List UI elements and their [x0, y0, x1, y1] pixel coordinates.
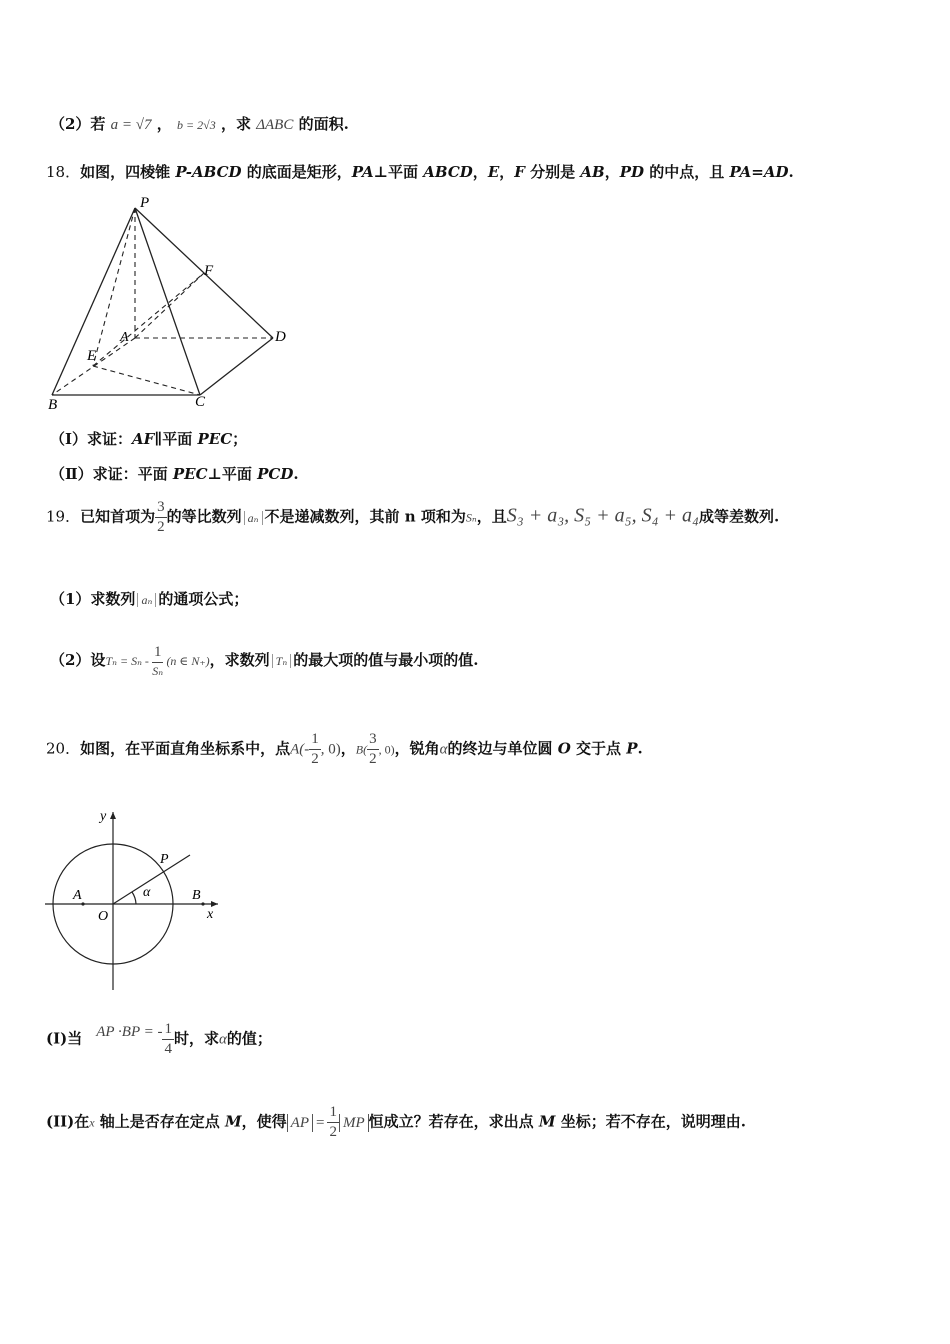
q20-part2-eq: =	[315, 1114, 325, 1131]
q20-point-b-den: 2	[369, 751, 377, 767]
q20-part2	[46, 1105, 746, 1140]
segment-af	[135, 273, 204, 338]
q20-text: 的终边与单位圆	[447, 739, 558, 758]
edge-cd	[200, 338, 273, 395]
q18-text: .	[788, 163, 794, 181]
q20-point-b-frac	[367, 732, 379, 767]
label-a: A	[73, 888, 82, 903]
label-d: D	[275, 329, 286, 345]
q20-part2-den: 2	[329, 1124, 337, 1140]
q19-stem	[46, 500, 779, 535]
q19-n: n	[404, 507, 416, 526]
edge-pc	[135, 208, 200, 395]
terminal-side	[113, 855, 190, 904]
q20-point-a-den: 2	[311, 751, 319, 767]
q19-part2-seq: Tₙ	[272, 654, 292, 668]
q20-part2-frac	[327, 1105, 339, 1140]
q18-ab: AB	[580, 163, 605, 181]
q18-part1-af: AF	[132, 430, 155, 448]
q18-part2-label: （Ⅱ）求证：平面	[50, 465, 173, 483]
q19-text: 项和为	[415, 507, 466, 526]
q18-f: F	[514, 163, 525, 181]
segment-ef	[93, 273, 204, 366]
q18-part1-end: ；	[232, 430, 248, 448]
label-f: F	[204, 263, 214, 279]
q20-part2-text: 坐标；若不存在，说明理由.	[555, 1112, 746, 1131]
q19-part1-seq: aₙ	[137, 593, 156, 607]
q18-part1-label: （Ⅰ）求证：	[50, 430, 133, 448]
q18-part1	[50, 430, 247, 448]
q18-pyramid: P-ABCD	[175, 163, 242, 181]
q20-part2-text: 在	[74, 1112, 90, 1131]
q20-text: 如图，在平面直角坐标系中，点	[80, 739, 291, 758]
q20-part1-den: 4	[164, 1041, 172, 1057]
q18-text: ，	[499, 163, 515, 181]
q19-part1-label: （1）求数列	[50, 590, 136, 608]
q18-part2	[50, 465, 299, 483]
q19-first-den: 2	[157, 519, 165, 535]
q19-sn: Sₙ	[465, 510, 477, 525]
q19-part1-tail: 的通项公式；	[158, 590, 249, 608]
q19-expr: S₃ + a₃, S₅ + a₅, S₄ + a₄	[506, 504, 699, 527]
q20-part2-label: (II)	[46, 1112, 75, 1131]
q19-text: 已知首项为	[80, 507, 156, 526]
q19-text: 的等比数列	[166, 507, 242, 526]
q18-condition: PA=AD	[729, 163, 789, 181]
q19-tn-frac	[152, 645, 164, 677]
segment-ec	[93, 366, 200, 395]
q20-part1	[46, 1022, 272, 1057]
q17-b-expr: b = 2√3	[177, 118, 216, 132]
q19-tn-den: Sₙ	[152, 664, 164, 678]
q19-tn-domain: (n ∈ N₊)	[166, 654, 210, 668]
q18-base: ABCD	[423, 163, 473, 181]
point-b	[201, 902, 204, 905]
q20-part1-label: (I)	[46, 1029, 68, 1048]
q20-alpha: α	[439, 741, 448, 758]
q19-tn-lhs: Tₙ = Sₙ -	[105, 654, 149, 668]
angle-arc	[132, 892, 136, 904]
q20-part1-when: 当	[67, 1029, 83, 1048]
q18-text: 的底面是矩形，	[241, 163, 352, 181]
q20-part2-ap: AP	[287, 1114, 313, 1132]
q18-part1-mid: ∥平面	[154, 430, 198, 448]
q19-seq: aₙ	[244, 511, 263, 525]
q17-part2	[50, 115, 349, 134]
q20-part1-tail2: 的值；	[226, 1029, 272, 1048]
label-o: O	[98, 909, 109, 924]
q20-part1-alpha: α	[218, 1031, 227, 1048]
q18-stem	[46, 163, 794, 181]
q18-pyramid-figure	[40, 188, 300, 413]
q20-part2-x: x	[89, 1115, 95, 1130]
q18-e: E	[487, 163, 500, 181]
q20-text: ，锐角	[394, 739, 440, 758]
q19-text: 成等差数列.	[698, 507, 780, 526]
q18-text: ，	[472, 163, 488, 181]
label-c: C	[195, 394, 206, 410]
label-y: y	[100, 809, 107, 824]
q17-tail: 的面积.	[298, 115, 349, 133]
q20-p: P	[626, 739, 638, 758]
label-b: B	[192, 888, 201, 903]
q18-part2-plane1: PEC	[172, 465, 208, 483]
q20-o: O	[557, 739, 571, 758]
q18-part2-plane2: PCD	[257, 465, 294, 483]
q20-part2-text: 轴上是否存在定点	[94, 1112, 226, 1131]
label-a: A	[120, 330, 129, 345]
q19-part1	[50, 590, 248, 608]
q20-part2-text: ，使得	[241, 1112, 287, 1131]
q20-text: 交于点	[570, 739, 627, 758]
q20-point-b-post: , 0)	[378, 742, 395, 757]
q20-part1-expr: AP ·BP = -	[96, 1023, 163, 1040]
q18-pa: PA	[351, 163, 374, 181]
q20-point-b-num: 3	[367, 732, 379, 750]
point-a	[81, 902, 84, 905]
q17-part2-label: （2）若	[50, 115, 106, 133]
q20-point-a-num: 1	[309, 732, 321, 750]
label-p: P	[160, 852, 169, 867]
q20-unit-circle-figure	[40, 800, 230, 1000]
q20-point-a-post: , 0)	[320, 741, 341, 758]
q20-part2-m2: M	[538, 1112, 556, 1131]
q18-text: 如图，四棱锥	[80, 163, 176, 181]
label-x: x	[207, 907, 214, 922]
q18-text: ，	[604, 163, 620, 181]
label-b: B	[48, 397, 58, 413]
q19-first-num: 3	[155, 500, 167, 518]
q19-part2	[50, 645, 478, 677]
label-e: E	[87, 348, 97, 364]
q19-part2-tail: 的最大项的值与最小项的值.	[293, 651, 479, 669]
q20-part2-num: 1	[327, 1105, 339, 1123]
q20-comma: ，	[340, 739, 356, 758]
q19-text: ，且	[476, 507, 507, 526]
q19-number: 19．	[46, 507, 81, 526]
q17-sep: ，	[156, 115, 172, 133]
q18-text: ⊥平面	[373, 163, 424, 181]
q17-ask: ，求	[220, 115, 251, 133]
y-axis-arrow	[110, 812, 116, 819]
q18-part1-plane: PEC	[197, 430, 233, 448]
q18-pd: PD	[619, 163, 645, 181]
q18-text: 分别是	[524, 163, 581, 181]
q18-part2-mid: ⊥平面	[207, 465, 258, 483]
q20-point-a-pre: A(-	[290, 741, 310, 758]
q19-part2-label: （2）设	[50, 651, 106, 669]
q20-number: 20．	[46, 739, 81, 758]
label-alpha: α	[143, 885, 151, 900]
q20-point-a-frac	[309, 732, 321, 767]
q20-text: .	[637, 739, 643, 758]
q20-part1-frac	[162, 1022, 174, 1057]
q20-point-b-pre: B(	[355, 742, 368, 757]
q20-part2-m: M	[225, 1112, 242, 1131]
q20-stem	[46, 732, 643, 767]
q18-number: 18．	[46, 163, 81, 181]
q19-tn-num: 1	[152, 645, 164, 663]
q20-part1-num: 1	[162, 1022, 174, 1040]
edge-pb	[52, 208, 135, 395]
q17-triangle: ΔABC	[256, 117, 294, 133]
q18-text: 的中点，且	[644, 163, 730, 181]
q18-part2-end: .	[293, 465, 299, 483]
q20-part1-tail1: 时，求	[173, 1029, 219, 1048]
q19-text: 不是递减数列，其前	[264, 507, 405, 526]
q20-part2-text: 恒成立？若存在，求出点	[368, 1112, 539, 1131]
q17-a-expr: a = √7	[110, 117, 152, 133]
q20-part2-mp: MP	[339, 1114, 369, 1132]
q19-first-term	[155, 500, 167, 535]
label-p: P	[140, 195, 150, 211]
q19-part2-mid: ，求数列	[209, 651, 270, 669]
